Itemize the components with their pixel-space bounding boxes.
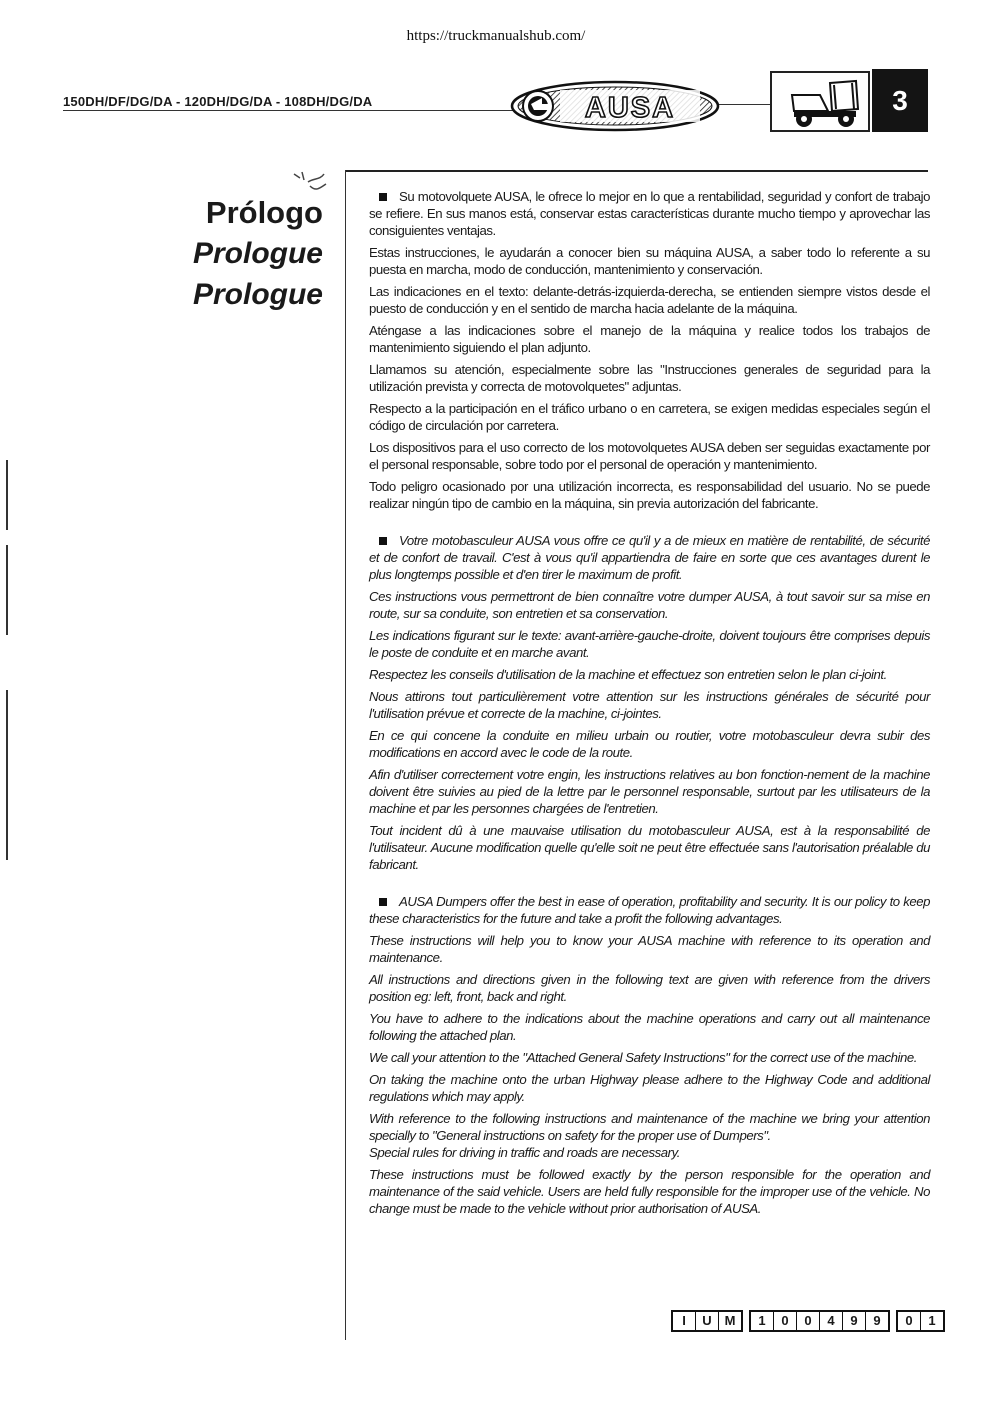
section-spanish [369,188,930,512]
header-rule [63,110,513,111]
scan-edge-mark [6,545,8,635]
paragraph: These instructions will help you to know your AUSA machine with reference to its operation and maintenance. [369,933,930,965]
square-bullet-icon [379,193,387,201]
square-bullet-icon [379,537,387,545]
paragraph: On taking the machine onto the urban Highway please adhere to the Highway Code and additional regulations which may apply. [369,1072,930,1104]
code-group-2: 1 0 0 4 9 9 [749,1310,890,1332]
title-english: Prologue [192,278,323,311]
ausa-logo [510,80,720,132]
paragraph: En ce qui concene la conduite en milieu urbain ou routier, votre motobasculeur devra subir des modifications en accord avec le code de la route. [369,728,930,760]
scan-edge-mark [6,690,8,860]
scan-edge-mark [6,460,8,530]
section-french [369,532,930,873]
paragraph: Nous attirons tout particulièrement votre attention sur les instructions générales de sécurité pour l'utilisation prévue et correcte de la machine, ci-jointes. [369,689,930,721]
paragraph: Ces instructions vous permettront de bien connaître votre dumper AUSA, à tout savoir sur sa mise en route, sur sa conduite, son entretien et sa conservation. [369,589,930,621]
title-french: Prologue [192,237,323,270]
paragraph: Les indications figurant sur le texte: avant-arrière-gauche-droite, doivent toujours être comprises depuis le poste de conduite et en marche avant. [369,628,930,660]
paragraph: With reference to the following instructions and maintenance of the machine we bring your attention specially to "General instructions on safety for the proper use of Dumpers". [369,1111,930,1143]
column-divider [345,170,346,1340]
paragraph: Las indicaciones en el texto: delante-detrás-izquierda-derecha, se entienden siempre vistos desde el puesto de conducción y en el sentido de marcha hacia adelante de la máquina. [369,284,930,316]
paragraph: Su motovolquete AUSA, le ofrece lo mejor en lo que a rentabilidad, seguridad y confort de trabajo se refiere. En sus manos está, conservar estas características durante mucho tiempo y aprovechar las consiguientes ventajas. [369,189,930,238]
section-number: 3 [872,69,928,132]
paragraph: AUSA Dumpers offer the best in ease of operation, profitability and security. It is our policy to keep these characteristics for the future and take a profit the following advantages. [369,894,930,926]
paragraph: Los dispositivos para el uso correcto de los motovolquetes AUSA deben ser seguidas exactamente por el personal responsable, sobre todo por el personal de operación y mantenimiento. [369,440,930,472]
paragraph: You have to adhere to the indications about the machine operations and carry out all maintenance following the attached plan. [369,1011,930,1043]
dumper-icon [772,73,868,130]
paragraph: Respectez les conseils d'utilisation de la machine et effectuez son entretien selon le plan ci-joint. [369,667,887,682]
paragraph: We call your attention to the "Attached General Safety Instructions" for the correct use of the machine. [369,1050,918,1065]
square-bullet-icon [379,898,387,906]
top-rule [345,170,928,172]
paragraph: Llamamos su atención, especialmente sobre las "Instrucciones generales de seguridad para la utilización prevista y correcta de motovolquetes" adjuntas. [369,362,930,394]
header-rule-right [717,104,770,105]
model-list: 150DH/DF/DG/DA - 120DH/DG/DA - 108DH/DG/DA [63,94,373,109]
paragraph: Votre motobasculeur AUSA vous offre ce qu'il y a de mieux en matière de rentabilité, de sécurité et de confort de travail. C'est à vous qu'il appartiendra de faire en sorte que ces avantages durent le plus longtemps possible et d'en tirer le maximum de profit. [369,533,930,582]
code-group-1: I U M [671,1310,743,1332]
source-url[interactable]: https://truckmanualshub.com/ [406,28,586,44]
paragraph: Special rules for driving in traffic and roads are necessary. [369,1145,680,1160]
paragraph: Todo peligro ocasionado por una utilización incorrecta, es responsabilidad del usuario. No se puede realizar ningún tipo de cambio en la máquina, sin previa autorización del fabricante. [369,479,930,511]
paragraph: Respecto a la participación en el tráfico urbano o en carretera, se exigen medidas especiales según el código de circulación por carretera. [369,401,930,433]
title-spanish: Prólogo [205,195,323,230]
paragraph: Estas instrucciones, le ayudarán a conocer bien su máquina AUSA, a saber todo lo referente a su puesta en marcha, modo de conducción, mantenimiento y conservación. [369,245,930,277]
paragraph: Tout incident dû à une mauvaise utilisation du motobasculeur AUSA, est à la responsabilité de l'utilisateur. Aucune modification quelle qu'elle soit ne peut être effectuée sans l'autorisation préalable du fabricant. [369,823,930,872]
code-group-3: 0 1 [896,1310,945,1332]
prologue-titles [150,192,323,315]
paragraph: All instructions and directions given in the following text are given with reference from the drivers position eg: left, front, back and right. [369,972,930,1004]
document-code [671,1310,945,1332]
paragraph: Aténgase a las indicaciones sobre el manejo de la máquina y realice todos los trabajos de mantenimiento siguiendo el plan adjunto. [369,323,930,355]
prologue-body [369,188,930,1237]
logo-text: AUSA [584,92,676,124]
paragraph: These instructions must be followed exactly by the person responsible for the operation and maintenance of the said vehicle. Users are held fully responsible for the improper use of the vehicle. No change must be made to the vehicle without prior authorisation of AUSA. [369,1167,930,1216]
dumper-icon-box [770,71,870,132]
section-english [369,893,930,1217]
paragraph: Afin d'utiliser correctement votre engin, les instructions relatives au bon fonction-nement de la machine doivent être suivies au pied de la lettre par le personnel responsable, surtout par les utilisateurs de la machine et par les personnes chargées de l'entretien. [369,767,930,816]
